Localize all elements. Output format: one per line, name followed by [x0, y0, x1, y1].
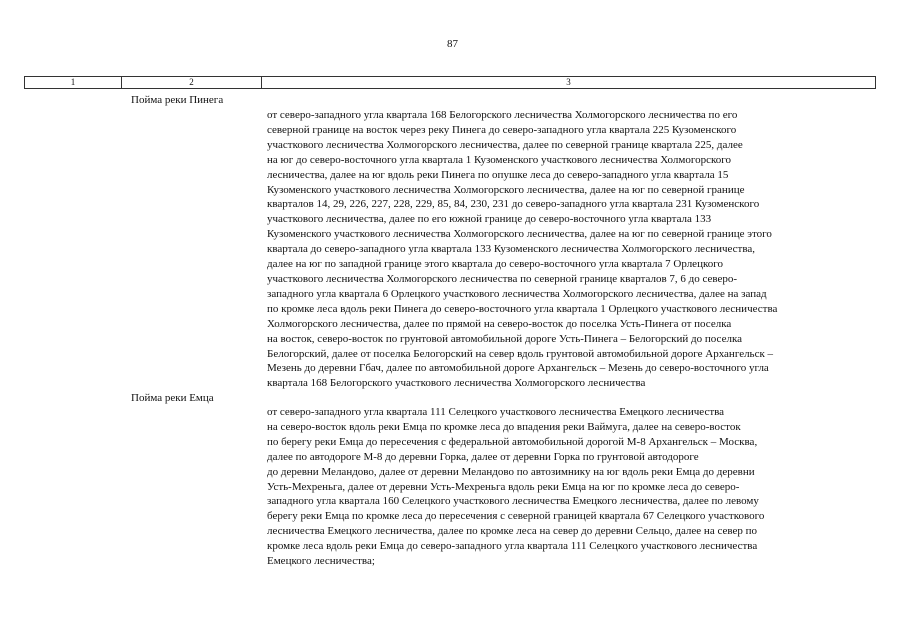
- description-line: берегу реки Емца по кромке леса до пересечения с северной границей квартала 67 Селецкого участкового: [267, 510, 765, 523]
- description-line: Белогорский, далее от поселка Белогорский на север вдоль грунтовой автомобильной дороге Архангельск –: [267, 347, 774, 360]
- description-line: Холмогорского лесничества, далее по прямой на северо-восток до поселка Усть-Пинега от поселка: [267, 317, 732, 330]
- column-header-2: 2: [122, 77, 262, 89]
- description-line: участкового лесничества Холмогорского лесничества, далее по северной границе квартала 225, далее: [267, 138, 743, 151]
- entry-description-emtsa: [267, 405, 887, 569]
- description-line: участкового лесничества, далее по его южной границе до северо-восточного угла квартала 133: [267, 213, 712, 226]
- column-header-1: 1: [25, 77, 122, 89]
- description-line: Кузоменского участкового лесничества Холмогорского лесничества, далее на юг по северной границе: [267, 183, 745, 196]
- description-line: на юг до северо-восточного угла квартала 1 Кузоменского участкового лесничества Холмогорского: [267, 153, 731, 166]
- description-line: далее на юг по западной границе этого квартала до северо-восточного угла квартала 7 Орлецкого: [267, 258, 723, 271]
- page-number: 87: [447, 38, 458, 50]
- description-line: кромке леса вдоль реки Емца до северо-западного угла квартала 111 Селецкого участкового лесничества: [267, 540, 758, 553]
- entry-description-pinega: [267, 108, 887, 391]
- description-line: участкового лесничества Холмогорского лесничества по северной границе кварталов 7, 6 до северо-: [267, 272, 738, 285]
- description-line: Кузоменского участкового лесничества Холмогорского лесничества, далее на юг по северной границе этого: [267, 228, 772, 241]
- description-line: квартала до северо-западного угла квартала 133 Кузоменского лесничества Холмогорского лесничества,: [267, 243, 756, 256]
- description-line: кварталов 14, 29, 226, 227, 228, 229, 85, 84, 230, 231 до северо-западного угла квартала 231 Кузоменского: [267, 198, 760, 211]
- description-line: квартала 168 Белогорского участкового лесничества Холмогорского лесничества: [267, 377, 646, 390]
- description-line: до деревни Меландово, далее от деревни Меландово по автозимнику на юг вдоль реки Емца до деревни: [267, 465, 755, 478]
- description-line: Емецкого лесничества;: [267, 555, 375, 568]
- description-line: северной границе на восток через реку Пинега до северо-западного угла квартала 225 Кузоменского: [267, 123, 737, 136]
- description-line: от северо-западного угла квартала 111 Селецкого участкового лесничества Емецкого лесничества: [267, 406, 725, 418]
- description-line: Усть-Мехреньга, далее от деревни Усть-Мехреньга вдоль реки Емца на юг по кромке леса до северо-: [267, 480, 740, 493]
- description-line: Мезень до деревни Гбач, далее по автомобильной дороге Архангельск – Мезень до северо-восточного угла: [267, 362, 769, 375]
- description-line: далее по автодороге М-8 до деревни Горка, далее от деревни Горка по грунтовой автодороге: [267, 450, 699, 463]
- description-line: западного угла квартала 6 Орлецкого участкового лесничества Холмогорского лесничества, далее на запад: [267, 287, 767, 300]
- description-line: на восток, северо-восток по грунтовой автомобильной дороге Усть-Пинега – Белогорский до поселка: [267, 332, 742, 345]
- entry-name-pinega: Пойма реки Пинега: [131, 94, 224, 106]
- description-line: западного угла квартала 160 Селецкого участкового лесничества Емецкого лесничества, далее по левому: [267, 495, 759, 508]
- column-header-3: 3: [262, 77, 876, 89]
- description-line: по берегу реки Емца до пересечения с федеральной автомобильной дорогой М-8 Архангельск – Москва,: [267, 435, 758, 448]
- description-line: лесничества Емецкого лесничества, далее по кромке леса на север до деревни Сельцо, далее на север по: [267, 525, 757, 538]
- entry-name-emtsa: Пойма реки Емца: [131, 392, 214, 404]
- description-line: от северо-западного угла квартала 168 Белогорского лесничества Холмогорского лесничества по его: [267, 109, 738, 121]
- description-line: по кромке леса вдоль реки Пинега до северо-восточного угла квартала 1 Орлецкого участкового лесничества: [267, 302, 778, 315]
- description-line: лесничества, далее на юг вдоль реки Пинега по опушке леса до северо-западного угла квартала 15: [267, 168, 729, 181]
- description-line: на северо-восток вдоль реки Емца по кромке леса до впадения реки Ваймуга, далее на северо-восток: [267, 420, 741, 433]
